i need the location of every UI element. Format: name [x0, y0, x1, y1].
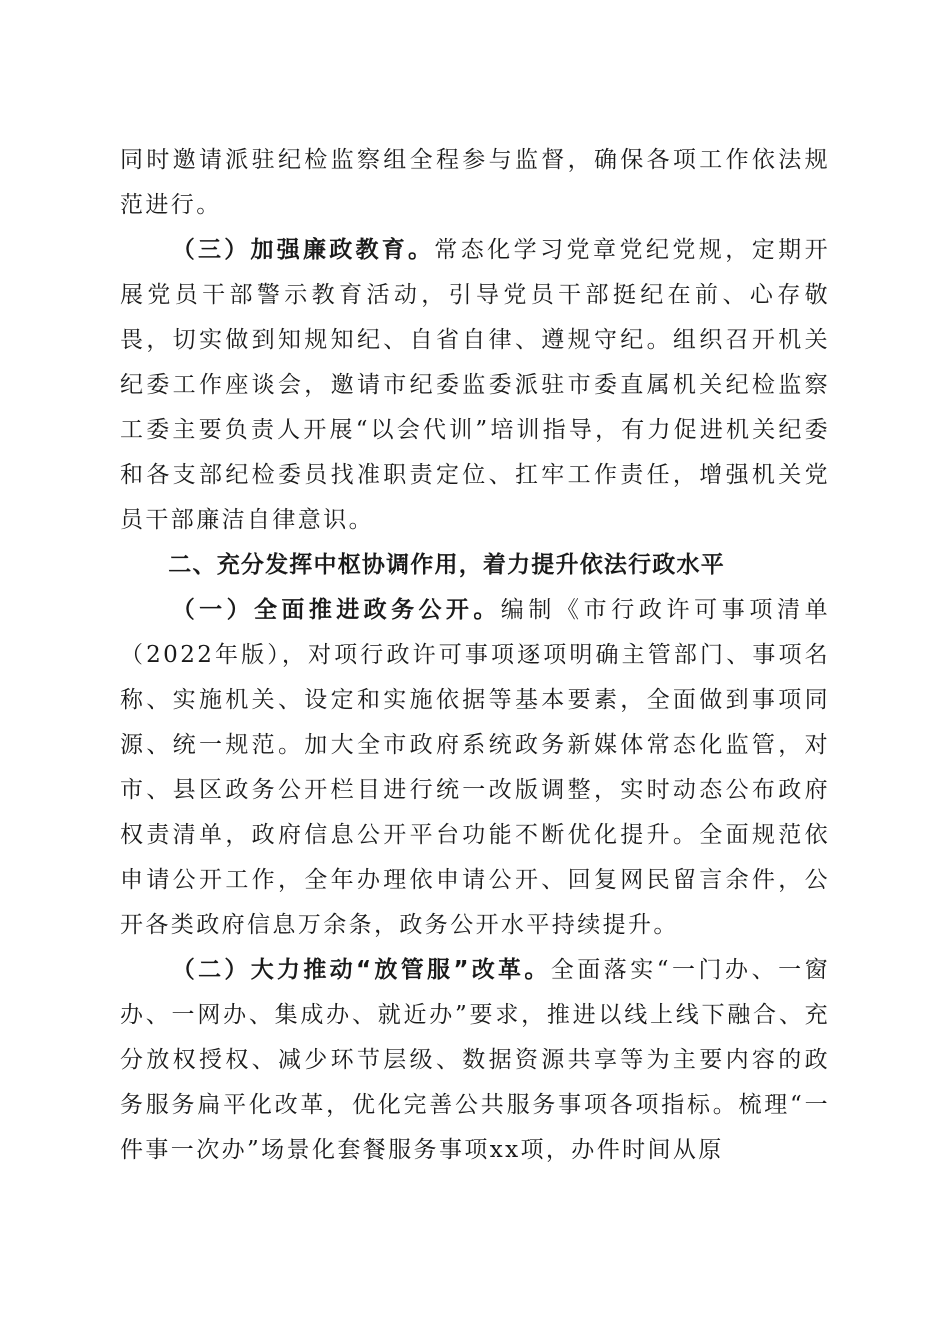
paragraph-text: 常态化学习党章党纪党规，定期开展党员干部警示教育活动，引导党员干部挺纪在前、心存敬畏，切实做到知规知纪、自省自律、遵规守纪。组织召开机关纪委工作座谈会，邀请市纪委监委派驻市委直属机关纪检监察工委主要负责人开展“以会代训”培训指导，有力促进机关纪委和各支部纪检委员找准职责定位、扛牢工作责任，增强机关党员干部廉洁自律意识。 [120, 237, 831, 533]
paragraph-integrity-education [120, 228, 830, 543]
document-body [120, 138, 830, 1173]
paragraph-service-reform [120, 948, 830, 1173]
paragraph-government-affairs-openness [120, 588, 830, 948]
paragraph-text: 全面落实“一门办、一窗办、一网办、集成办、就近办”要求，推进以线上线下融合、充分放权授权、减少环节层级、数据资源共享等为主要内容的政务服务扁平化改革，优化完善公共服务事项各项指标。梳理“一件事一次办”场景化套餐服务事项xx项，办件时间从原 [120, 957, 830, 1163]
paragraph-text: 同时邀请派驻纪检监察组全程参与监督，确保各项工作依法规范进行。 [120, 147, 830, 218]
section-heading-rule-of-law: 二、充分发挥中枢协调作用，着力提升依法行政水平 [168, 552, 725, 578]
paragraph-text: 编制《市行政许可事项清单（2022年版），对项行政许可事项逐项明确主管部门、事项名称、实施机关、设定和实施依据等基本要素，全面做到事项同源、统一规范。加大全市政府系统政务新媒体常态化监管，对市、县区政务公开栏目进行统一改版调整，实时动态公布政府权责清单，政府信息公开平台功能不断优化提升。全面规范依申请公开工作，全年办理依申请公开、回复网民留言余件，公开各类政府信息万余条，政务公开水平持续提升。 [120, 597, 830, 938]
sub-heading-integrity-education: （三）加强廉政教育。 [171, 237, 435, 263]
sub-heading-service-reform: （二）大力推动“放管服”改革。 [171, 957, 551, 983]
sub-heading-government-affairs-openness: （一）全面推进政务公开。 [171, 597, 501, 623]
paragraph-supervision [120, 138, 830, 228]
